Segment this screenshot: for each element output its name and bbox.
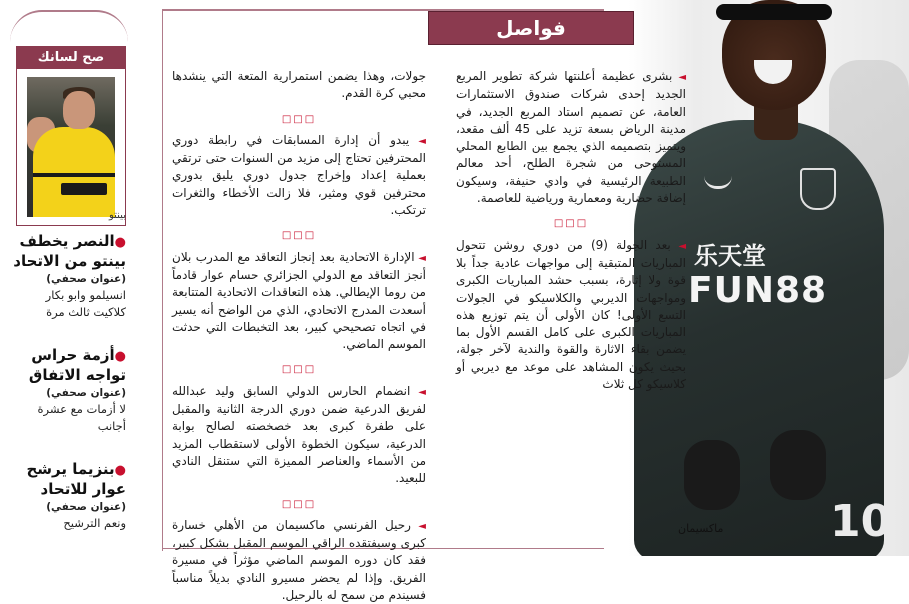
sidebar-item-text: لا أزمات مع عشرة أجانب — [37, 402, 126, 433]
sidebar-player-photo — [27, 77, 115, 217]
sponsor-text: FUN88 — [688, 270, 828, 311]
sidebar-item-source: (عنوان صحفي) — [46, 387, 126, 399]
section-title: فواصل — [428, 11, 634, 45]
sidebar-photo-caption: بينتو — [108, 210, 126, 221]
article-paragraph: ◄ بعد الجولة (9) من دوري روشن تتحول المباريات المتبقية إلى مواجهات عادية جداً بلا قوة ولا إثارة، بسبب حشد المباريات الكبرى ومواجهات الديربي والكلاسيكو في الجولات التسع الأولى! كان الأولى أن يتم توزيع هذه المباريات الكبرى على كامل القسم الأول بما يضمن بقاء الاثارة والقوة والندية لآخر جولة، بحيث يكون المشاهد على موعد مع ديربي أو كلاسيكو كل ثلاث — [456, 237, 687, 392]
sidebar-item-text: انسيلمو وابو بكار كلاكيت ثالث مرة — [45, 288, 126, 319]
separator: □□□ — [553, 218, 589, 230]
sponsor-text-cn: 乐天堂 — [694, 242, 766, 270]
sidebar-top-rule — [10, 10, 128, 42]
article-paragraph: ◄ رحيل الفرنسي ماكسيمان من الأهلي خسارة كبرى وسيفتقده الراقي الموسم المقبل بشكل كبير، فقد كان دوره الموسم الماضي مؤثراً في مسيرة الفريق. وإذا لم يحضر مسيرو النادي بديلاً مناسباً فسيندم من سمح له بالرحيل. — [172, 517, 426, 603]
triangle-bullet-icon: ◄ — [409, 135, 426, 147]
bullet-icon: ● — [114, 463, 126, 478]
sidebar-item — [10, 232, 126, 321]
sidebar-item — [10, 460, 126, 532]
sidebar-item-source: (عنوان صحفي) — [46, 501, 126, 513]
separator: □□□ — [281, 364, 317, 376]
separator: □□□ — [281, 113, 317, 125]
sidebar-item-title: ●أزمة حراس تواجه الاتفاق — [28, 346, 126, 384]
sidebar — [8, 10, 130, 558]
bullet-icon: ● — [114, 349, 126, 364]
triangle-bullet-icon: ◄ — [414, 252, 426, 264]
triangle-bullet-icon: ◄ — [410, 520, 426, 532]
sidebar-item-source: (عنوان صحفي) — [46, 273, 126, 285]
shirt-number: 10 — [830, 496, 892, 547]
sidebar-item-title: ●النصر يخطف بينتو من الاتحاد — [13, 232, 126, 270]
sidebar-item-text: ونعم الترشيح — [63, 516, 126, 530]
sidebar-item-title: ●بنزيما يرشح عوار للاتحاد — [26, 460, 126, 498]
article-column-right — [456, 68, 686, 393]
article-paragraph: ◄ يبدو أن إدارة المسابقات في رابطة دوري المحترفين تحتاج إلى مزيد من السنوات حتى ترتقي بعملية إعداد وإخراج جدول دوري يليق بدوري محترفين قوي ومثير، فلا زالت الأخطاء والثغرات ترتكب. — [172, 132, 426, 218]
triangle-bullet-icon: ◄ — [410, 386, 426, 398]
article-paragraph: جولات، وهذا يضمن استمرارية المتعة التي ينشدها محبي كرة القدم. — [172, 69, 426, 101]
triangle-bullet-icon: ◄ — [670, 240, 687, 252]
main-photo-caption: ماكسيمان — [678, 522, 724, 535]
article-paragraph: ◄ بشرى عظيمة أعلنتها شركة تطوير المربع الجديد إحدى شركات صندوق الاستثمارات العامة، عن تصميم استاد المربع الجديد، في مدينة الرياض بسعة تزيد على 45 ألف مقعد، ويتميز بتصميمه الذي يجمع بين الطابع المحلي المستوحى من شجرة الطلح، أحد معالم الطبيعة الرئيسية في وادي حنيفة، وسيكون إضافة حضارية ومعمارية ورياضية للعاصمة. — [456, 69, 687, 206]
article-paragraph: ◄ انضمام الحارس الدولي السابق وليد عبدالله لفريق الدرعية ضمن دوري الدرجة الثانية والمقبل على طفرة كبرى بعد خصخصته لصالح بوابة الدرعية، سيكون الخطوة الأولى لاستقطاب المزيد من الأسماء والعناصر المميزة التي ستنقل النادي للبعيد. — [172, 383, 426, 486]
triangle-bullet-icon: ◄ — [672, 72, 687, 83]
separator: □□□ — [281, 498, 317, 510]
article-paragraph: ◄ الإدارة الاتحادية بعد إنجاز التعاقد مع المدرب بلان أنجز التعاقد مع الدولي الجزائري حسام عوار قادماً من روما الإيطالي. هذه التعاقدات الاتحادية المتتابعة أسعدت المدرج الاتحادي، الذي من الواضح أنه يسير في اتجاه تصحيحي كبير، بعد التخبطات التي حدثت الموسم الماضي. — [172, 249, 426, 352]
sidebar-header: صح لسانك — [17, 47, 125, 69]
bullet-icon: ● — [114, 235, 126, 250]
sidebar-item — [10, 346, 126, 435]
separator: □□□ — [281, 230, 317, 242]
sidebar-box — [16, 46, 126, 226]
club-crest-icon — [800, 168, 836, 210]
article-column-left — [172, 68, 426, 604]
